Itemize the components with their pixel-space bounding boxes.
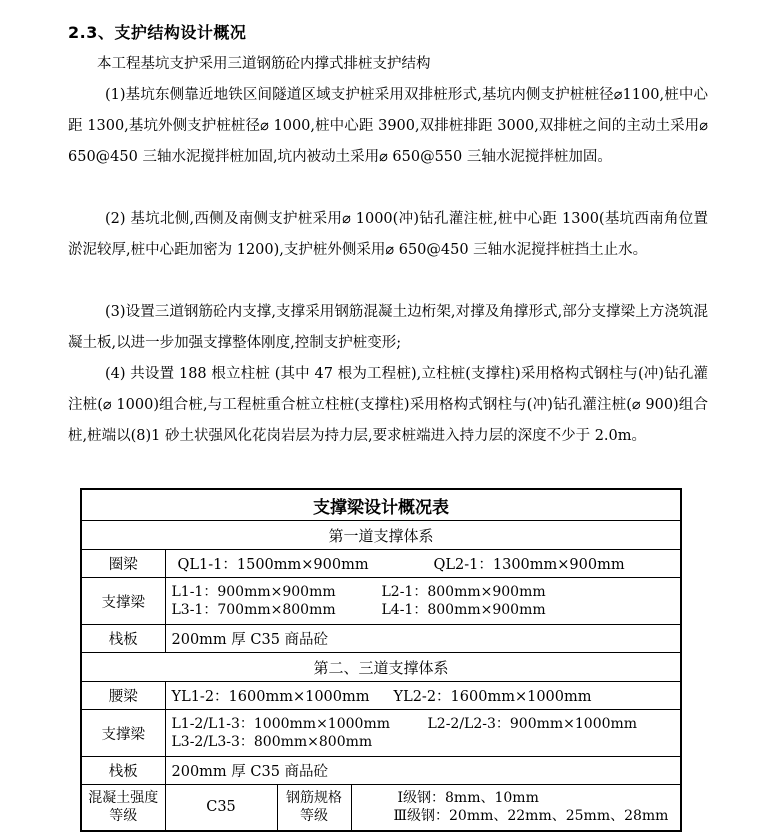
intro-text: 本工程基坑支护采用三道钢筋砼内撑式排桩支护结构 [97,56,431,72]
beam-l1-2-l1-3: L1-2/L1-3：1000mm×1000mm [171,716,390,732]
support-beam-table [80,488,682,832]
waist-beam-yl1: YL1-2：1600mm×1000mm [171,689,370,705]
rebar-grade-values [351,785,681,831]
rebar-grade-3: Ⅲ级钢：20mm、22mm、25mm、28mm [393,808,669,825]
slab-spec-1: 200mm 厚 C35 商品砼 [165,625,681,653]
support-beam-specs-2 [165,710,681,757]
rebar-grade-label: 钢筋规格等级 [277,785,351,831]
rebar-grade-1: Ⅰ级钢：8mm、10mm [397,790,539,807]
support-beam-label-1: 支撑梁 [81,578,165,625]
waist-beam-label: 腰梁 [81,682,165,710]
ring-beam-label: 圈梁 [81,550,165,578]
paragraph-4: (4) 共设置 188 根立柱桩 (其中 47 根为工程桩),立柱桩(支撑柱)采用格构式钢柱与(冲)钻孔灌注桩(⌀ 1000)组合桩,与工程桩重合桩立柱桩(支撑柱)采用格构式钢柱与(冲)钻孔灌注桩(⌀ 900)组合桩,桩端以(8)1 砂土状强风化花岗岩层为持力层,要求桩端进入持力层的深度不少于 2.0m。 [68,366,708,444]
ring-beam-ql2: QL2-1：1300mm×900mm [433,557,625,573]
beam-l2-2-l2-3: L2-2/L2-3：900mm×1000mm [427,716,638,732]
paragraph-2: (2) 基坑北侧,西侧及南侧支护桩采用⌀ 1000(冲)钻孔灌注桩,桩中心距 1300(基坑西南角位置淤泥较厚,桩中心距加密为 1200),支护桩外侧采用⌀ 650@450 三轴水泥搅拌桩挡土止水。 [68,211,708,258]
waist-beam-yl2: YL2-2：1600mm×1000mm [393,689,592,705]
beam-l3-2-l3-3: L3-2/L3-3：800mm×800mm [171,734,373,750]
section-second-third-support: 第二、三道支撑体系 [81,653,681,682]
beam-l3-1: L3-1：700mm×800mm [171,602,336,618]
slab-label-1: 栈板 [81,625,165,653]
support-beam-specs-1 [165,578,681,625]
paragraph-1: (1)基坑东侧靠近地铁区间隧道区域支护桩采用双排桩形式,基坑内侧支护桩桩径⌀1100,桩中心距 1300,基坑外侧支护桩桩径⌀ 1000,桩中心距 3900,双排桩排距 3000,双排桩之间的主动土采用⌀ 650@450 三轴水泥搅拌桩加固,坑内被动土采用⌀ 650@550 三轴水泥搅拌桩加固。 [68,87,708,165]
waist-beam-specs [165,682,681,710]
section-first-support: 第一道支撑体系 [81,521,681,550]
beam-l2-1: L2-1：800mm×900mm [381,584,546,600]
ring-beam-ql1: QL1-1：1500mm×900mm [177,557,369,573]
slab-spec-2: 200mm 厚 C35 商品砼 [165,757,681,785]
support-beam-label-2: 支撑梁 [81,710,165,757]
table-title: 支撑梁设计概况表 [81,489,681,521]
concrete-grade-value: C35 [165,785,277,831]
ring-beam-specs [165,550,681,578]
beam-l4-1: L4-1：800mm×900mm [381,602,546,618]
section-heading: 2.3、支护结构设计概况 [68,23,247,42]
beam-l1-1: L1-1：900mm×900mm [171,584,336,600]
concrete-grade-label: 混凝土强度等级 [81,785,165,831]
paragraph-3: (3)设置三道钢筋砼内支撑,支撑采用钢筋混凝土边桁架,对撑及角撑形式,部分支撑梁上方浇筑混凝土板,以进一步加强支撑整体刚度,控制支护桩变形; [68,304,708,351]
slab-label-2: 栈板 [81,757,165,785]
